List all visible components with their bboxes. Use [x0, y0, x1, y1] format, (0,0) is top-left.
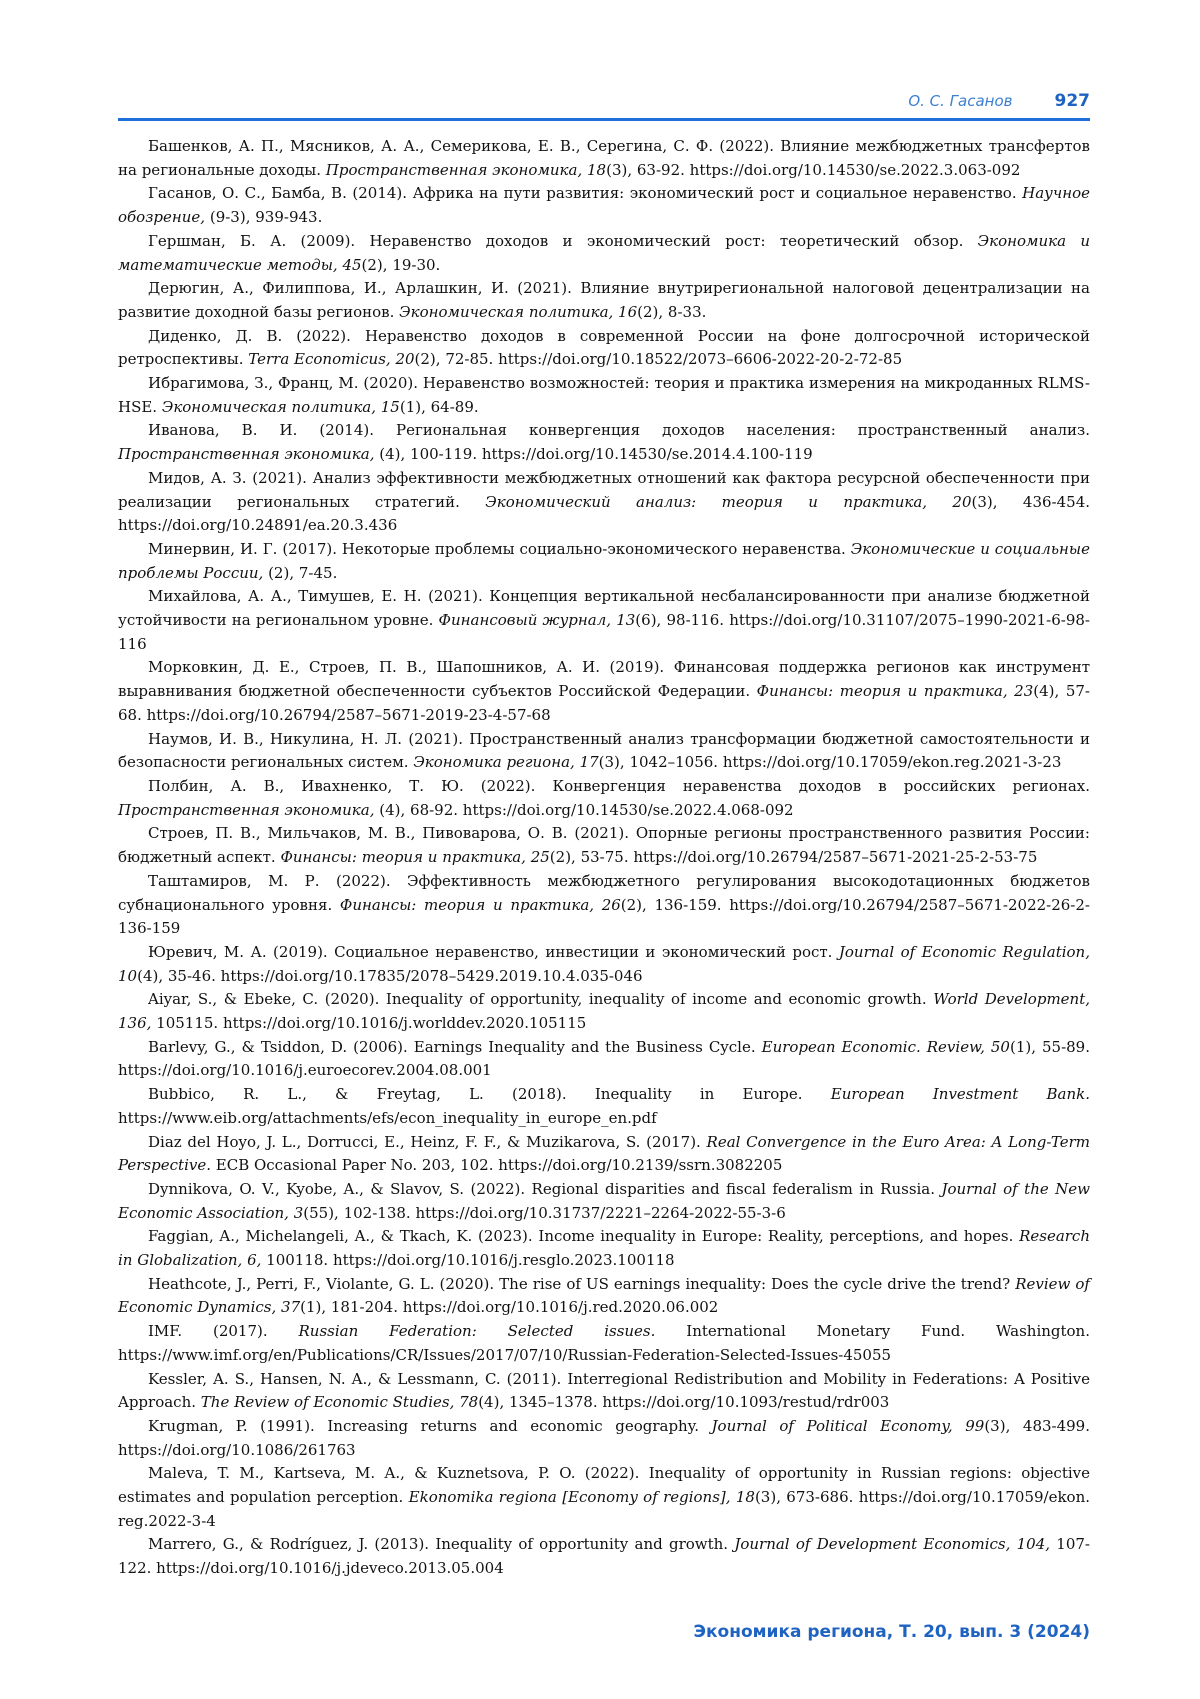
reference-entry — [118, 372, 1090, 419]
reference-authors-title: Диденко, Д. В. (2022). Неравенство доходов в современной России на фоне долгосрочной исторической ретроспективы. — [118, 326, 1090, 369]
reference-source-title: European Economic. Review, 50 — [761, 1037, 1010, 1056]
reference-details: International Monetary Fund. Washington. https://www.imf.org/en/Publications/CR/Issues/2017/07/10/Russian-Federation-Selected-Issues-45055 — [118, 1322, 1090, 1364]
reference-details: https://www.eib.org/attachments/efs/econ_inequality_in_europe_en.pdf — [118, 1108, 657, 1127]
reference-details: (1), 64-89. — [399, 397, 479, 416]
reference-entry — [118, 1083, 1090, 1130]
reference-authors-title: Гершман, Б. А. (2009). Неравенство доходов и экономический рост: теоретический обзор. — [148, 231, 978, 250]
header-divider — [118, 118, 1090, 121]
reference-authors-title: Минервин, И. Г. (2017). Некоторые проблемы социально-экономического неравенства. — [148, 539, 851, 558]
reference-details: (2), 19-30. — [361, 255, 441, 274]
reference-source-title: Финансы: теория и практика, 23 — [756, 682, 1034, 701]
reference-authors-title: Наумов, И. В., Никулина, Н. Л. (2021). Пространственный анализ трансформации бюджетной самостоятельности и безопасности региональных систем. — [118, 729, 1090, 772]
reference-authors-title: Krugman, P. (1991). Increasing returns and economic geography. — [148, 1416, 712, 1435]
reference-authors-title: Marrero, G., & Rodríguez, J. (2013). Inequality of opportunity and growth. — [148, 1535, 735, 1554]
reference-entry — [118, 182, 1090, 229]
reference-authors-title: Мидов, А. З. (2021). Анализ эффективности межбюджетных отношений как фактора ресурсной обеспеченности при реализации региональных стратегий. — [118, 468, 1090, 511]
reference-entry — [118, 1178, 1090, 1225]
reference-authors-title: Гасанов, О. С., Бамба, В. (2014). Африка на пути развития: экономический рост и социальное неравенство. — [148, 184, 1023, 203]
reference-entry — [118, 419, 1090, 466]
reference-entry — [118, 1368, 1090, 1415]
reference-details: (1), 55-89. https://doi.org/10.1016/j.euroecorev.2004.08.001 — [118, 1037, 1090, 1080]
reference-source-title: Пространственная экономика, — [118, 445, 375, 464]
reference-details: (2), 8-33. — [637, 302, 707, 321]
header-author: О. С. Гасанов — [908, 92, 1013, 110]
reference-source-title: Экономические и социальные проблемы России, — [118, 539, 1090, 582]
reference-source-title: Terra Economicus, 20 — [248, 350, 415, 369]
reference-entry — [118, 941, 1090, 988]
journal-footer: Экономика региона, Т. 20, вып. 3 (2024) — [693, 1622, 1090, 1642]
reference-authors-title: Таштамиров, М. Р. (2022). Эффективность межбюджетного регулирования высокодотационных бюджетов субнационального уровня. — [118, 871, 1090, 914]
reference-source-title: Экономический анализ: теория и практика, 20 — [485, 492, 972, 511]
reference-source-title: Journal of Political Economy, 99 — [711, 1416, 985, 1435]
reference-details: (2), 72-85. https://doi.org/10.18522/2073–6606-2022-20-2-72-85 — [414, 350, 903, 369]
reference-entry — [118, 277, 1090, 324]
reference-details: (3), 673-686. https://doi.org/10.17059/ekon. reg.2022-3-4 — [118, 1488, 1091, 1530]
reference-authors-title: IMF. (2017). — [148, 1322, 299, 1341]
reference-entry — [118, 1131, 1090, 1178]
reference-authors-title: Faggian, A., Michelangeli, A., & Tkach, K. (2023). Income inequality in Europe: Reality, perceptions, and hopes. — [148, 1227, 1020, 1246]
running-header — [118, 84, 1090, 118]
reference-source-title: Review of Economic Dynamics, 37 — [118, 1274, 1090, 1317]
reference-details: (9-3), 939-943. — [205, 208, 323, 227]
reference-details: (2), 136-159. https://doi.org/10.26794/2587–5671-2022-26-2-136-159 — [118, 895, 1090, 938]
reference-source-title: European Investment Bank. — [830, 1085, 1091, 1104]
reference-source-title: Экономическая политика, 15 — [161, 397, 400, 416]
reference-authors-title: Морковкин, Д. Е., Строев, П. В., Шапошников, А. И. (2019). Финансовая поддержка регионов как инструмент выравнивания бюджетной обеспеченности субъектов Российской Федерации. — [118, 658, 1090, 701]
reference-source-title: Research in Globalization, 6, — [118, 1227, 1090, 1270]
reference-details: 100118. https://doi.org/10.1016/j.resglo.2023.100118 — [261, 1251, 675, 1270]
reference-source-title: Финансы: теория и практика, 26 — [339, 895, 621, 914]
reference-authors-title: Ибрагимова, З., Франц, М. (2020). Неравенство возможностей: теория и практика измерения на микроданных RLMS-HSE. — [118, 374, 1090, 416]
reference-entry — [118, 1415, 1090, 1462]
reference-entry — [118, 1036, 1090, 1083]
reference-entry — [118, 1273, 1090, 1320]
reference-source-title: Пространственная экономика, 18 — [325, 160, 607, 179]
reference-list — [118, 135, 1090, 1581]
reference-details: (1), 181-204. https://doi.org/10.1016/j.red.2020.06.002 — [300, 1298, 719, 1317]
reference-source-title: Пространственная экономика, — [118, 800, 375, 819]
reference-entry — [118, 870, 1090, 941]
reference-details: (4), 57-68. https://doi.org/10.26794/2587–5671-2019-23-4-57-68 — [118, 682, 1090, 724]
reference-source-title: World Development, 136, — [118, 990, 1090, 1033]
reference-authors-title: Строев, П. В., Мильчаков, М. В., Пивоварова, О. В. (2021). Опорные регионы пространственного развития России: бюджетный аспект. — [118, 824, 1090, 867]
reference-details: (3), 483-499. https://doi.org/10.1086/261763 — [118, 1416, 1090, 1459]
reference-source-title: Journal of the New Economic Association, 3 — [118, 1179, 1090, 1222]
reference-authors-title: Barlevy, G., & Tsiddon, D. (2006). Earnings Inequality and the Business Cycle. — [148, 1037, 762, 1056]
reference-source-title: Экономика и математические методы, 45 — [118, 231, 1090, 274]
reference-details: (3), 436-454. https://doi.org/10.24891/ea.20.3.436 — [118, 492, 1091, 535]
reference-source-title: Journal of Economic Regulation, 10 — [118, 942, 1090, 985]
reference-details: (6), 98-116. https://doi.org/10.31107/2075–1990-2021-6-98-116 — [118, 611, 1090, 653]
reference-details: (4), 100-119. https://doi.org/10.14530/se.2014.4.100-119 — [374, 445, 813, 464]
reference-source-title: Финансы: теория и практика, 25 — [280, 848, 550, 867]
reference-entry — [118, 656, 1090, 727]
reference-authors-title: Heathcote, J., Perri, F., Violante, G. L. (2020). The rise of US earnings inequality: Does the cycle drive the trend? — [148, 1274, 1016, 1293]
reference-authors-title: Башенков, А. П., Мясников, А. А., Семерикова, Е. В., Серегина, С. Ф. (2022). Влияние межбюджетных трансфертов на региональные доходы. — [118, 137, 1090, 179]
reference-authors-title: Aiyar, S., & Ebeke, C. (2020). Inequality of opportunity, inequality of income and economic growth. — [148, 990, 934, 1009]
reference-authors-title: Михайлова, А. А., Тимушев, Е. Н. (2021). Концепция вертикальной несбалансированности при анализе бюджетной устойчивости на региональном уровне. — [118, 587, 1090, 630]
reference-details: (2), 7-45. — [263, 563, 338, 582]
reference-entry — [118, 1462, 1090, 1533]
page-number: 927 — [1054, 91, 1090, 111]
reference-entry — [118, 988, 1090, 1035]
reference-entry — [118, 775, 1090, 822]
reference-entry — [118, 1533, 1090, 1580]
reference-authors-title: Дерюгин, А., Филиппова, И., Арлашкин, И. (2021). Влияние внутрирегиональной налоговой децентрализации на развитие доходной базы регионов. — [118, 279, 1090, 321]
reference-source-title: Ekonomika regiona [Economy of regions], 18 — [408, 1488, 755, 1507]
reference-authors-title: Diaz del Hoyo, J. L., Dorrucci, E., Heinz, F. F., & Muzikarova, S. (2017). — [148, 1132, 707, 1151]
reference-authors-title: Dynnikova, O. V., Kyobe, A., & Slavov, S. (2022). Regional disparities and fiscal federalism in Russia. — [148, 1179, 942, 1198]
reference-details: (3), 1042–1056. https://doi.org/10.17059/ekon.reg.2021-3-23 — [598, 753, 1062, 772]
reference-source-title: Russian Federation: Selected issues. — [298, 1322, 656, 1341]
reference-entry — [118, 1320, 1090, 1367]
reference-entry — [118, 585, 1090, 656]
reference-details: (4), 1345–1378. https://doi.org/10.1093/restud/rdr003 — [478, 1393, 890, 1412]
reference-authors-title: Юревич, М. А. (2019). Социальное неравенство, инвестиции и экономический рост. — [148, 942, 839, 961]
reference-entry — [118, 325, 1090, 372]
reference-entry — [118, 467, 1090, 538]
reference-source-title: Финансовый журнал, 13 — [438, 611, 636, 630]
reference-details: 107-122. https://doi.org/10.1016/j.jdeveco.2013.05.004 — [118, 1535, 1090, 1578]
reference-entry — [118, 822, 1090, 869]
reference-authors-title: Maleva, T. M., Kartseva, M. A., & Kuznetsova, P. O. (2022). Inequality of opportunity in Russian regions: objective estimates and population perception. — [118, 1464, 1090, 1507]
reference-source-title: The Review of Economic Studies, 78 — [200, 1393, 479, 1412]
reference-source-title: Научное обозрение, — [118, 184, 1090, 227]
reference-authors-title: Полбин, А. В., Ивахненко, Т. Ю. (2022). Конвергенция неравенства доходов в российских регионах. — [148, 776, 1090, 795]
reference-entry — [118, 230, 1090, 277]
reference-details: (4), 68-92. https://doi.org/10.14530/se.2022.4.068-092 — [374, 800, 794, 819]
reference-details: (4), 35-46. https://doi.org/10.17835/2078–5429.2019.10.4.035-046 — [137, 966, 643, 985]
reference-source-title: Экономическая политика, 16 — [399, 302, 638, 321]
reference-details: (55), 102-138. https://doi.org/10.31737/2221–2264-2022-55-3-6 — [303, 1203, 786, 1222]
reference-entry — [118, 538, 1090, 585]
reference-entry — [118, 728, 1090, 775]
reference-source-title: Real Convergence in the Euro Area: A Long-Term Perspective. — [118, 1132, 1090, 1175]
reference-details: (2), 53-75. https://doi.org/10.26794/2587–5671-2021-25-2-53-75 — [549, 848, 1038, 867]
reference-details: 105115. https://doi.org/10.1016/j.worlddev.2020.105115 — [151, 1014, 587, 1033]
reference-authors-title: Иванова, В. И. (2014). Региональная конвергенция доходов населения: пространственный анализ. — [148, 421, 1090, 440]
reference-source-title: Экономика региона, 17 — [413, 753, 599, 772]
reference-entry — [118, 1225, 1090, 1272]
reference-authors-title: Kessler, A. S., Hansen, N. A., & Lessmann, C. (2011). Interregional Redistribution and Mobility in Federations: A Positive Approach. — [118, 1369, 1090, 1412]
reference-entry — [118, 135, 1090, 182]
reference-details: ECB Occasional Paper No. 203, 102. https://doi.org/10.2139/ssrn.3082205 — [211, 1156, 783, 1175]
reference-authors-title: Bubbico, R. L., & Freytag, L. (2018). Inequality in Europe. — [148, 1085, 831, 1104]
reference-details: (3), 63-92. https://doi.org/10.14530/se.2022.3.063-092 — [606, 160, 1021, 179]
reference-source-title: Journal of Development Economics, 104, — [734, 1535, 1051, 1554]
